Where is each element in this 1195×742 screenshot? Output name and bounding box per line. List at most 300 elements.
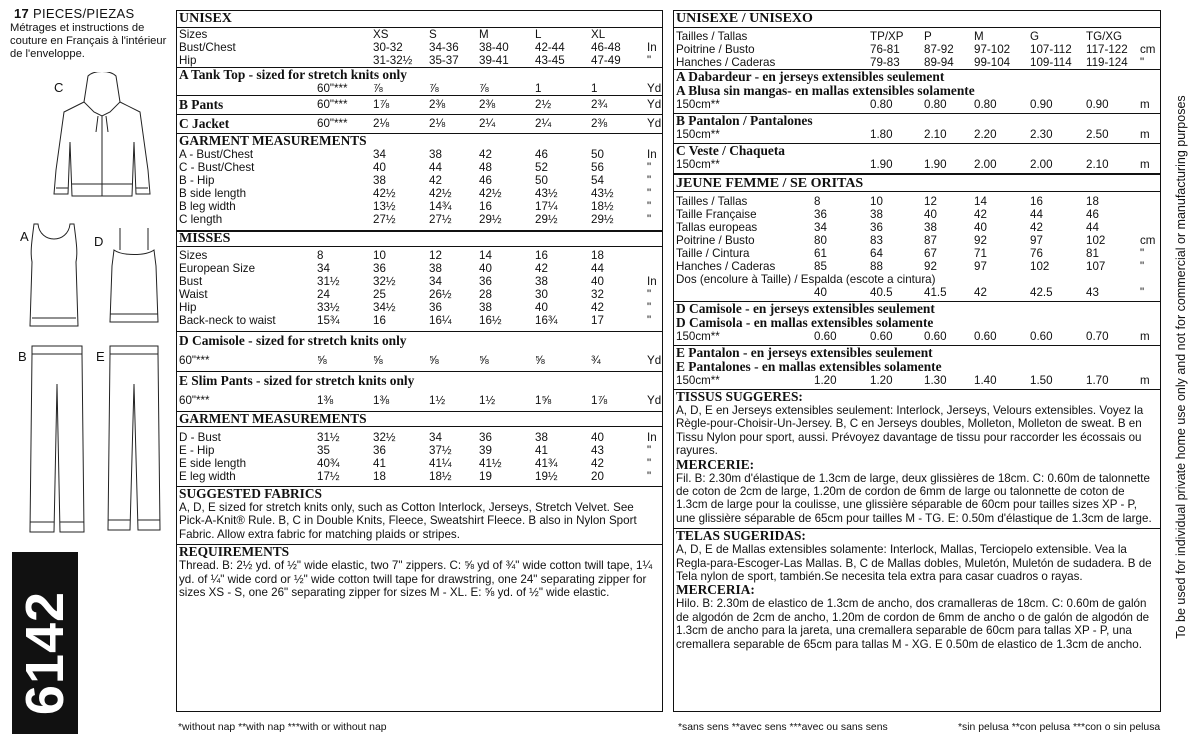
- cell-value: 34: [429, 275, 442, 288]
- cell-value: 1.90: [924, 158, 947, 171]
- cell-value: 79-83: [870, 56, 900, 69]
- footnote-french: *sans sens **avec sens ***avec ou sans sens: [678, 722, 888, 733]
- cell-value: 17½: [317, 470, 340, 483]
- unit: m: [1140, 158, 1150, 171]
- cell-value: 2.30: [1030, 128, 1053, 141]
- footnote-english: *without nap **with nap ***with or without nap: [178, 722, 387, 733]
- unit: In: [647, 431, 657, 444]
- cell-value: 1.80: [870, 128, 893, 141]
- fabric-width: 60"***: [179, 354, 210, 367]
- cell-value: 26½: [429, 288, 452, 301]
- unisex-gm-title: GARMENT MEASUREMENTS: [179, 133, 367, 148]
- jeune-size-row: [674, 260, 1160, 273]
- cell-value: 2.20: [974, 128, 997, 141]
- cell-value: XS: [373, 28, 389, 41]
- cell-value: 71: [974, 247, 987, 260]
- misses-gm-row: [177, 470, 662, 483]
- cell-value: 2¼: [479, 117, 496, 130]
- cell-value: 89-94: [924, 56, 954, 69]
- cell-value: 1½: [479, 394, 496, 407]
- cell-value: 2.00: [1030, 158, 1053, 171]
- tank-title: A Tank Top - sized for stretch knits only: [179, 67, 407, 82]
- unit: Yd: [647, 98, 662, 111]
- tissus-title: TISSUS SUGGERES:: [676, 389, 803, 404]
- pieces-count: 17 PIECES/PIEZAS: [14, 6, 135, 21]
- misses-size-row: [177, 288, 662, 301]
- pantalon-title: B Pantalon / Pantalones: [676, 113, 813, 128]
- cell-value: 0.60: [974, 330, 997, 343]
- cell-value: 38: [535, 431, 548, 444]
- row-label: C length: [179, 213, 223, 226]
- cell-value: 46: [1086, 208, 1099, 221]
- cell-value: 16: [479, 200, 492, 213]
- cell-value: 76-81: [870, 43, 900, 56]
- cell-value: M: [479, 28, 489, 41]
- cell-value: 0.60: [1030, 330, 1053, 343]
- cell-value: 44: [591, 262, 604, 275]
- row-label: 150cm**: [676, 128, 720, 141]
- cell-value: 38: [429, 262, 442, 275]
- cell-value: 16¼: [429, 314, 452, 327]
- cell-value: ⅝: [535, 354, 545, 367]
- cell-value: P: [924, 30, 932, 43]
- cell-value: 41¾: [535, 457, 558, 470]
- row-label: E - Hip: [179, 444, 215, 457]
- row-label: Hanches / Caderas: [676, 260, 776, 273]
- french-spanish-column: [673, 10, 1161, 712]
- unit: Yd: [647, 394, 662, 407]
- cell-value: 27½: [429, 213, 452, 226]
- slim-pants-sketch: [104, 344, 164, 534]
- cell-value: 34: [814, 221, 827, 234]
- row-label: Tailles / Tallas: [676, 195, 748, 208]
- cell-value: 92: [974, 234, 987, 247]
- unit: ": [647, 54, 652, 67]
- cell-value: 0.90: [1086, 98, 1109, 111]
- view-title: B Pants: [179, 97, 224, 112]
- row-label: D - Bust: [179, 431, 221, 444]
- cell-value: 2¼: [535, 117, 552, 130]
- cell-value: 80: [814, 234, 827, 247]
- cell-value: 107: [1086, 260, 1106, 273]
- cell-value: 35: [317, 444, 330, 457]
- cell-value: 33½: [317, 301, 340, 314]
- cell-value: 16: [535, 249, 548, 262]
- fabric-width: 60"***: [317, 82, 348, 95]
- cell-value: 31½: [317, 275, 340, 288]
- row-label: E leg width: [179, 470, 236, 483]
- cell-value: 30: [535, 288, 548, 301]
- cell-value: G: [1030, 30, 1040, 43]
- cell-value: 42: [974, 208, 987, 221]
- cell-value: 85: [814, 260, 827, 273]
- cell-value: 0.80: [870, 98, 893, 111]
- unit: m: [1140, 128, 1150, 141]
- cell-value: 0.80: [974, 98, 997, 111]
- view-label-a: A: [20, 229, 29, 244]
- unisex-gm-row: [177, 213, 662, 226]
- cell-value: 40: [479, 262, 492, 275]
- cell-value: 14¾: [429, 200, 452, 213]
- cell-value: ⅞: [429, 82, 439, 95]
- cell-value: 43: [591, 444, 604, 457]
- cell-value: 17¼: [535, 200, 558, 213]
- row-label: 150cm**: [676, 98, 720, 111]
- left-strip: [0, 0, 172, 742]
- cell-value: 1.50: [1030, 374, 1053, 387]
- row-label: Poitrine / Busto: [676, 234, 755, 247]
- cell-value: 1⅝: [535, 394, 552, 407]
- unisexe-header: UNISEXE / UNISEXO: [674, 11, 1160, 28]
- cell-value: 102: [1030, 260, 1050, 273]
- row-label: B side length: [179, 187, 247, 200]
- cell-value: 2.10: [1086, 158, 1109, 171]
- cell-value: 1⅜: [373, 394, 390, 407]
- cell-value: 40: [814, 286, 827, 299]
- cell-value: 47-49: [591, 54, 621, 67]
- misses-size-row: [177, 314, 662, 327]
- misses-size-row: [177, 262, 662, 275]
- cell-value: ⅝: [373, 354, 383, 367]
- cell-value: 41.5: [924, 286, 947, 299]
- cell-value: 2⅜: [429, 98, 446, 111]
- dabardeur-title: A Dabardeur - en jerseys extensibles seulement: [676, 69, 945, 84]
- row-label: A - Bust/Chest: [179, 148, 254, 161]
- cell-value: 38: [373, 174, 386, 187]
- cell-value: 14: [479, 249, 492, 262]
- cell-value: 92: [924, 260, 937, 273]
- cell-value: 19: [479, 470, 492, 483]
- camisole-sketch: [108, 226, 160, 326]
- cell-value: 36: [479, 431, 492, 444]
- unisex-gm-row: [177, 148, 662, 161]
- cell-value: 46: [535, 148, 548, 161]
- cell-value: 36: [479, 275, 492, 288]
- cell-value: 24: [317, 288, 330, 301]
- mercerie-text: Fil. B: 2.30m d'élastique de 1.3cm de large, deux glissières de 18cm. C: 0.60m de talonnette de coton de 2cm de large, 1.20m de cordon de 6mm de large ou talonnette de coton de 1.3cm de large pour la coulisse, une glissière séparable de 60cm pour tailles sizes XP - P, une glissière séparable de 65cm pour tailles M - TG. E: 0.50m d'élastique de 1.3cm de large.: [676, 471, 1152, 525]
- cell-value: 2⅛: [429, 117, 446, 130]
- unisexe-size-row: [674, 56, 1160, 69]
- cell-value: TG/XG: [1086, 30, 1123, 43]
- cell-value: 97-102: [974, 43, 1011, 56]
- cell-value: 38: [870, 208, 883, 221]
- view-label-b: B: [18, 349, 27, 364]
- cell-value: 29½: [591, 213, 614, 226]
- cell-value: 25: [373, 288, 386, 301]
- unisex-size-row: [177, 54, 662, 67]
- unit: In: [647, 148, 657, 161]
- cell-value: 76: [1030, 247, 1043, 260]
- cell-value: 1.30: [924, 374, 947, 387]
- requirements-title: REQUIREMENTS: [179, 544, 290, 560]
- cell-value: 43½: [535, 187, 558, 200]
- unisexe-size-row: [674, 43, 1160, 56]
- cell-value: 34: [429, 431, 442, 444]
- row-label: Tallas europeas: [676, 221, 758, 234]
- footnote-spanish: *sin pelusa **con pelusa ***con o sin pelusa: [958, 722, 1161, 733]
- cell-value: 29½: [479, 213, 502, 226]
- row-label: C - Bust/Chest: [179, 161, 255, 174]
- unisex-size-table: [177, 28, 662, 67]
- unit: m: [1140, 98, 1150, 111]
- row-label: Waist: [179, 288, 208, 301]
- cell-value: 36: [373, 444, 386, 457]
- row-label: 150cm**: [676, 374, 720, 387]
- row-label: Bust/Chest: [179, 41, 236, 54]
- cell-value: 38: [535, 275, 548, 288]
- row-label: Hanches / Caderas: [676, 56, 776, 69]
- row-label: E side length: [179, 457, 247, 470]
- cell-value: 38: [924, 221, 937, 234]
- cell-value: 39: [479, 444, 492, 457]
- misses-header: MISSES: [177, 232, 662, 247]
- unit: In: [647, 41, 657, 54]
- cell-value: 50: [591, 148, 604, 161]
- fabrics-title: SUGGESTED FABRICS: [179, 486, 322, 501]
- unit: ": [1140, 247, 1145, 260]
- veste-meter-row: [674, 158, 1160, 171]
- fabric-width: 60"***: [179, 394, 210, 407]
- unit: ": [647, 457, 652, 470]
- row-label: Taille Française: [676, 208, 757, 221]
- cell-value: 2½: [535, 98, 552, 111]
- slim-pants-title: E Slim Pants - sized for stretch knits only: [179, 373, 415, 388]
- view-label-c: C: [54, 80, 64, 95]
- cell-value: 1⅜: [317, 394, 334, 407]
- cell-value: 99-104: [974, 56, 1011, 69]
- unit: ": [647, 213, 652, 226]
- unisex-gm-row: [177, 161, 662, 174]
- unisex-size-row: [177, 28, 662, 41]
- cell-value: 109-114: [1030, 56, 1072, 69]
- cell-value: 1.20: [814, 374, 837, 387]
- cell-value: 56: [591, 161, 604, 174]
- cell-value: 64: [870, 247, 883, 260]
- misses-gm-row: [177, 444, 662, 457]
- cell-value: 30-32: [373, 41, 403, 54]
- cell-value: 1: [591, 82, 598, 95]
- row-label: Hip: [179, 54, 197, 67]
- unit: ": [647, 187, 652, 200]
- jeune-size-row: [674, 234, 1160, 247]
- fabric-width: 60"***: [317, 98, 348, 111]
- cell-value: ⅝: [429, 354, 439, 367]
- jeune-header: JEUNE FEMME / SE ORITAS: [674, 175, 1160, 192]
- cell-value: 41: [373, 457, 386, 470]
- row-label: Back-neck to waist: [179, 314, 276, 327]
- row-label: Sizes: [179, 28, 208, 41]
- cell-value: 43-45: [535, 54, 565, 67]
- unit: cm: [1140, 234, 1156, 247]
- cell-value: 42.5: [1030, 286, 1053, 299]
- cell-value: 36: [814, 208, 827, 221]
- cell-value: 1½: [429, 394, 446, 407]
- cell-value: ⅞: [373, 82, 383, 95]
- telas-title: TELAS SUGERIDAS:: [676, 528, 806, 544]
- unisexe-size-row: [674, 30, 1160, 43]
- tissus-text: A, D, E en Jerseys extensibles seulement: Interlock, Jerseys, Velours extensibles. Voyez la Règle-pour-Choisir-Un-Jersey. B, C en Jerseys doubles, Molleton, Molleton de sweat. B en Tissu Nylon pour sport, aussi. Prévoyez davantage de tissu pour raccorder les écossais ou rayures.: [676, 404, 1144, 458]
- cell-value: 2.00: [974, 158, 997, 171]
- unit: ": [647, 288, 652, 301]
- cell-value: 44: [1030, 208, 1043, 221]
- cell-value: ⅞: [479, 82, 489, 95]
- pants-row: [177, 96, 662, 114]
- unit: ": [647, 161, 652, 174]
- unit: ": [647, 301, 652, 314]
- cell-value: 10: [870, 195, 883, 208]
- unisex-size-row: [177, 41, 662, 54]
- cell-value: 0.80: [924, 98, 947, 111]
- cell-value: 107-112: [1030, 43, 1072, 56]
- dabardeur-meter-row: [674, 98, 1160, 111]
- unit: ": [1140, 260, 1145, 273]
- cell-value: 97: [1030, 234, 1043, 247]
- cell-value: 43: [1086, 286, 1099, 299]
- cell-value: 32: [591, 288, 604, 301]
- cell-value: 12: [429, 249, 442, 262]
- cell-value: 38: [479, 301, 492, 314]
- pantalon-e-meter-row: [674, 374, 1160, 387]
- cell-value: 88: [870, 260, 883, 273]
- cell-value: 14: [974, 195, 987, 208]
- pants-sketch: [28, 344, 86, 536]
- cell-value: 40: [535, 301, 548, 314]
- cell-value: 28: [479, 288, 492, 301]
- cell-value: 2⅜: [479, 98, 496, 111]
- cell-value: 29½: [535, 213, 558, 226]
- camisole-fr-title: D Camisole - en jerseys extensibles seulement: [676, 301, 935, 316]
- jeune-size-row: [674, 195, 1160, 208]
- cell-value: 36: [429, 301, 442, 314]
- cell-value: 1⅞: [591, 394, 608, 407]
- cell-value: 42: [591, 457, 604, 470]
- unit: In: [647, 275, 657, 288]
- cell-value: 2⅜: [591, 117, 608, 130]
- cell-value: 42: [535, 262, 548, 275]
- pattern-number-block: [12, 552, 78, 734]
- requirements-text: Thread. B: 2½ yd. of ½" wide elastic, two 7" zippers. C: ⅝ yd of ¾" wide cotton twill tape, 1¼ yd. of ¼" wide cord or ½" wide cotton twill tape for drawstring, one 24" separating zipper for sizes XS - S, one 26" separating zipper for sizes M - XL. E: ⅝ yd. of ½" wide elastic.: [179, 559, 653, 600]
- misses-size-row: [177, 249, 662, 262]
- row-label: 150cm**: [676, 330, 720, 343]
- unit: ": [1140, 56, 1145, 69]
- cell-value: 34-36: [429, 41, 459, 54]
- cell-value: 16½: [479, 314, 502, 327]
- row-label: B leg width: [179, 200, 236, 213]
- misses-size-row: [177, 301, 662, 314]
- cell-value: 16¾: [535, 314, 558, 327]
- cell-value: 1.90: [870, 158, 893, 171]
- veste-title: C Veste / Chaqueta: [676, 143, 785, 158]
- fabrics-text: A, D, E sized for stretch knits only, such as Cotton Interlock, Jerseys, Stretch Velvet. See Pick-A-Knit® Rule. B, C in Double Knits, Fleece, Sweatshirt Fleece. B also in Nylon Sport Fabric. Allow extra fabric for matching plaids or stripes.: [179, 501, 637, 541]
- cell-value: 20: [591, 470, 604, 483]
- cell-value: 1.20: [870, 374, 893, 387]
- cell-value: 8: [814, 195, 821, 208]
- cell-value: 1⅞: [373, 98, 390, 111]
- cell-value: 32½: [373, 275, 396, 288]
- pantalon-meter-row: [674, 128, 1160, 141]
- cell-value: 119-124: [1086, 56, 1128, 69]
- cell-value: ⅝: [479, 354, 489, 367]
- cell-value: 38-40: [479, 41, 509, 54]
- unisex-gm-row: [177, 187, 662, 200]
- cell-value: 81: [1086, 247, 1099, 260]
- unit: ": [647, 314, 652, 327]
- cell-value: 1.70: [1086, 374, 1109, 387]
- cell-value: 40.5: [870, 286, 893, 299]
- cell-value: 31-32½: [373, 54, 413, 67]
- cell-value: ⅝: [317, 354, 327, 367]
- unisex-gm-row: [177, 174, 662, 187]
- cell-value: 42: [479, 148, 492, 161]
- cell-value: 2¾: [591, 98, 608, 111]
- cell-value: 12: [924, 195, 937, 208]
- cell-value: 38: [429, 148, 442, 161]
- pattern-number: 6142: [15, 590, 75, 716]
- cell-value: 97: [974, 260, 987, 273]
- cell-value: 39-41: [479, 54, 509, 67]
- cell-value: 41: [535, 444, 548, 457]
- view-label-d: D: [94, 234, 104, 249]
- cell-value: 27½: [373, 213, 396, 226]
- cell-value: 48: [479, 161, 492, 174]
- cell-value: 61: [814, 247, 827, 260]
- cell-value: 83: [870, 234, 883, 247]
- merceria-text: Hilo. B: 2.30m de elastico de 1.3cm de ancho, dos cramalleras de 18cm. C: 0.60m de galón de algodón de 2cm de ancho, 1.20m de cordon de 6mm de ancho o de galón de algodón de 1.3cm de ancho para la jareta, una cremallera separable de 60cm para tallas XP - P, una cremallera separable de 65cm para tallas M - XG. E 0.50m de elastico de 1.3cm de ancho.: [676, 597, 1150, 651]
- jeune-size-row: [674, 221, 1160, 234]
- view-title: C Jacket: [179, 116, 230, 131]
- jacket-sketch: [50, 72, 154, 200]
- cell-value: 0.60: [814, 330, 837, 343]
- cell-value: 54: [591, 174, 604, 187]
- cell-value: 46-48: [591, 41, 621, 54]
- unit: m: [1140, 374, 1150, 387]
- row-label: Bust: [179, 275, 203, 288]
- cell-value: 41¼: [429, 457, 452, 470]
- cell-value: 87-92: [924, 43, 954, 56]
- unisex-header: UNISEX: [177, 11, 662, 28]
- unit: Yd: [647, 117, 662, 130]
- row-label: 150cm**: [676, 158, 720, 171]
- cell-value: 34½: [373, 301, 396, 314]
- cell-value: 15¾: [317, 314, 340, 327]
- camisola-es-title: D Camisola - en mallas extensibles solamente: [676, 315, 934, 330]
- cell-value: 0.60: [924, 330, 947, 343]
- misses-gm-row: [177, 431, 662, 444]
- cell-value: 18: [373, 470, 386, 483]
- cell-value: 1.40: [974, 374, 997, 387]
- cell-value: TP/XP: [870, 30, 904, 43]
- unit: ": [1140, 286, 1145, 299]
- mercerie-title: MERCERIE:: [676, 456, 755, 472]
- cell-value: 40¾: [317, 457, 340, 470]
- pantalones-es-title: E Pantalones - en mallas extensibles solamente: [676, 359, 942, 374]
- cell-value: 117-122: [1086, 43, 1128, 56]
- unit: ": [647, 444, 652, 457]
- fabric-width: 60"***: [317, 117, 348, 130]
- cell-value: 17: [591, 314, 604, 327]
- cell-value: 46: [479, 174, 492, 187]
- cell-value: 34: [373, 148, 386, 161]
- english-column: [176, 10, 663, 712]
- cell-value: XL: [591, 28, 606, 41]
- usage-note: To be used for individual private home use only and not for commercial or manufacturing purposes: [1174, 95, 1188, 639]
- cell-value: L: [535, 28, 542, 41]
- cell-value: 67: [924, 247, 937, 260]
- cell-value: 36: [870, 221, 883, 234]
- unit: ": [647, 470, 652, 483]
- cell-value: 87: [924, 234, 937, 247]
- row-label: Poitrine / Busto: [676, 43, 755, 56]
